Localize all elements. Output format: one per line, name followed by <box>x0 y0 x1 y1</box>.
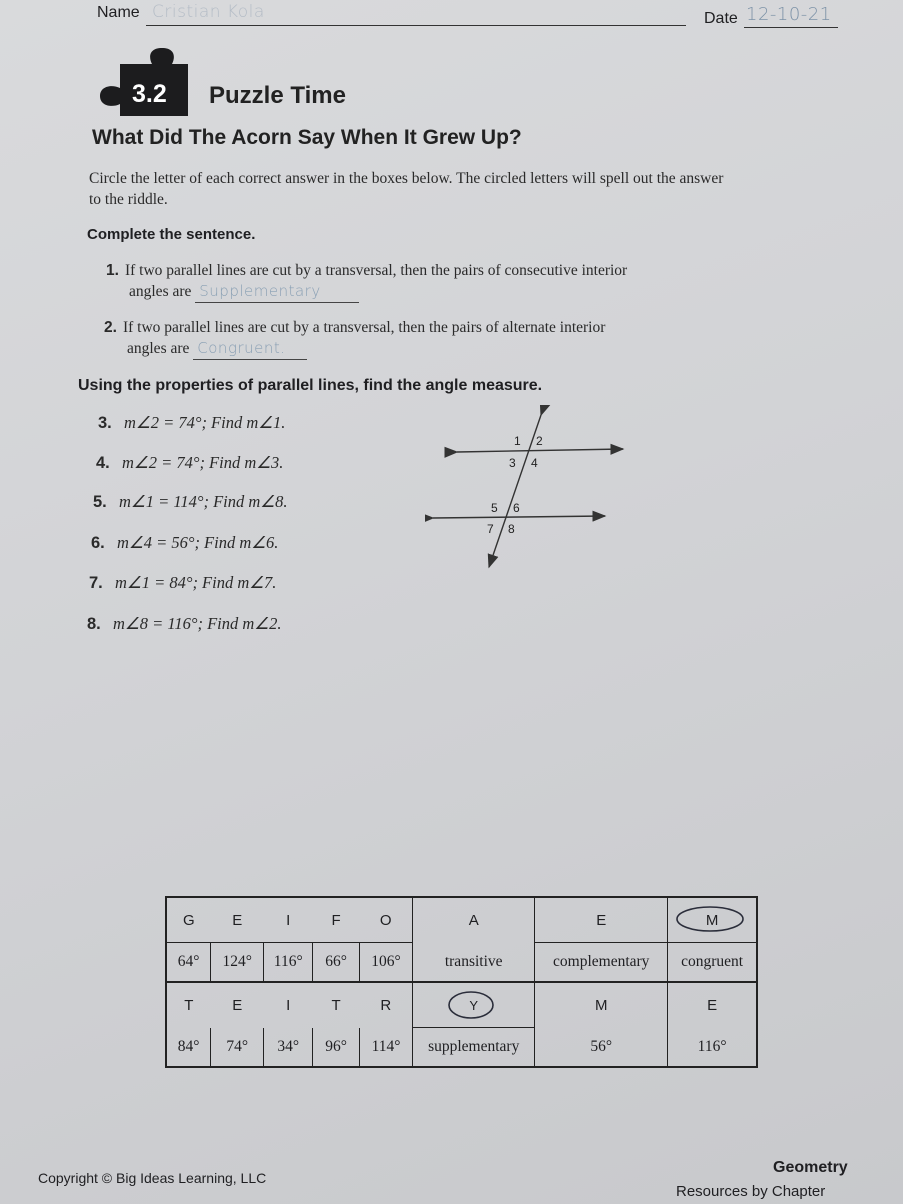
parallel-line-bottom <box>433 516 605 518</box>
answer-letter[interactable]: T <box>166 982 211 1028</box>
angle-label-2: 2 <box>536 434 543 448</box>
pen-circle-mark <box>443 989 499 1021</box>
answer-blank[interactable] <box>195 281 359 303</box>
angle-label-7: 7 <box>487 522 494 536</box>
subject-label: Geometry <box>773 1159 848 1176</box>
question-text: If two parallel lines are cut by a transversal, then the pairs of consecutive interior <box>124 262 628 279</box>
answer-letter[interactable]: M <box>535 982 668 1028</box>
answer-letter[interactable]: E <box>535 897 668 943</box>
section-number: 3.2 <box>132 80 167 108</box>
question-text-cont: angles are <box>129 283 192 300</box>
answer-letter[interactable]: T <box>313 982 360 1028</box>
resources-label: Resources by Chapter <box>676 1183 826 1200</box>
section-title: Puzzle Time <box>209 82 346 109</box>
problem-6: 6. m∠4 = 56°; Find m∠6. <box>91 533 279 552</box>
answer-value: 34° <box>264 1028 313 1068</box>
answer-value: 116° <box>264 943 313 983</box>
question-number: 1. <box>106 262 119 279</box>
angle-label-4: 4 <box>531 456 538 470</box>
answer-value: 64° <box>166 943 211 983</box>
answer-letter[interactable]: F <box>331 911 341 929</box>
handwritten-answer: Congruent. <box>197 339 286 357</box>
answer-value: 74° <box>211 1028 264 1068</box>
table-row <box>166 943 757 983</box>
answer-letter[interactable]: O <box>379 911 392 929</box>
table-row <box>166 897 757 943</box>
answer-letter[interactable]: R <box>359 982 412 1028</box>
answer-value: 114° <box>359 1028 412 1068</box>
name-label: Name <box>97 4 140 21</box>
problem-4: 4. m∠2 = 74°; Find m∠3. <box>96 453 284 472</box>
answer-value: 116° <box>668 1028 757 1068</box>
answer-letter[interactable]: E <box>211 982 264 1028</box>
copyright-text: Copyright © Big Ideas Learning, LLC <box>38 1170 267 1186</box>
answer-letter[interactable]: E <box>232 911 243 929</box>
angle-label-6: 6 <box>513 501 520 515</box>
answer-blank[interactable] <box>193 338 307 360</box>
angle-label-3: 3 <box>509 456 516 470</box>
parallel-line-top <box>457 449 623 452</box>
answer-value: 66° <box>313 943 360 983</box>
angle-label-1: 1 <box>514 434 521 448</box>
answer-value: supplementary <box>413 1028 535 1068</box>
answer-value: complementary <box>535 943 668 983</box>
answer-letter[interactable]: G <box>182 911 195 929</box>
table-row <box>166 1028 757 1068</box>
answer-value: 124° <box>211 943 264 983</box>
answer-table <box>165 896 758 1068</box>
problem-8: 8. m∠8 = 116°; Find m∠2. <box>87 614 282 633</box>
answer-value: 84° <box>166 1028 211 1068</box>
pen-circle-mark <box>674 904 746 934</box>
question-text-cont: angles are <box>127 340 190 357</box>
name-handwritten[interactable]: Cristian Kola <box>152 2 265 22</box>
answer-value: 96° <box>313 1028 360 1068</box>
instructions: Circle the letter of each correct answer in the boxes below. The circled letters will spell out the answer to the riddle. <box>89 170 724 208</box>
answer-value: transitive <box>413 943 535 983</box>
date-underline <box>744 27 838 28</box>
name-underline <box>146 25 686 26</box>
answer-letter[interactable]: I <box>286 911 291 929</box>
answer-letter[interactable]: I <box>264 982 313 1028</box>
part2-heading: Using the properties of parallel lines, find the angle measure. <box>78 377 543 394</box>
answer-value: 56° <box>590 1037 613 1055</box>
answer-letter-circled[interactable]: M <box>668 897 757 943</box>
question-text: If two parallel lines are cut by a transversal, then the pairs of alternate interior <box>122 319 606 336</box>
problem-5: 5. m∠1 = 114°; Find m∠8. <box>93 492 288 511</box>
riddle-title: What Did The Acorn Say When It Grew Up? <box>92 126 522 149</box>
answer-letter-circled[interactable]: Y <box>413 982 535 1028</box>
problem-7: 7. m∠1 = 84°; Find m∠7. <box>89 573 277 592</box>
problem-3: 3. m∠2 = 74°; Find m∠1. <box>98 413 286 432</box>
question-number: 2. <box>104 319 117 336</box>
angle-label-8: 8 <box>508 522 515 536</box>
handwritten-answer: Supplementary <box>199 282 321 300</box>
date-handwritten[interactable]: 12-10-21 <box>746 4 832 25</box>
question-1 <box>106 260 627 303</box>
table-row <box>166 982 757 1028</box>
angle-label-5: 5 <box>491 501 498 515</box>
answer-value: congruent <box>668 943 757 983</box>
answer-letter[interactable]: A <box>413 897 535 943</box>
parallel-lines-figure <box>425 405 635 575</box>
date-label: Date <box>704 10 738 27</box>
question-2 <box>104 317 605 360</box>
answer-value: 106° <box>359 943 412 983</box>
answer-letter[interactable]: E <box>668 982 757 1028</box>
part1-heading: Complete the sentence. <box>87 226 256 243</box>
